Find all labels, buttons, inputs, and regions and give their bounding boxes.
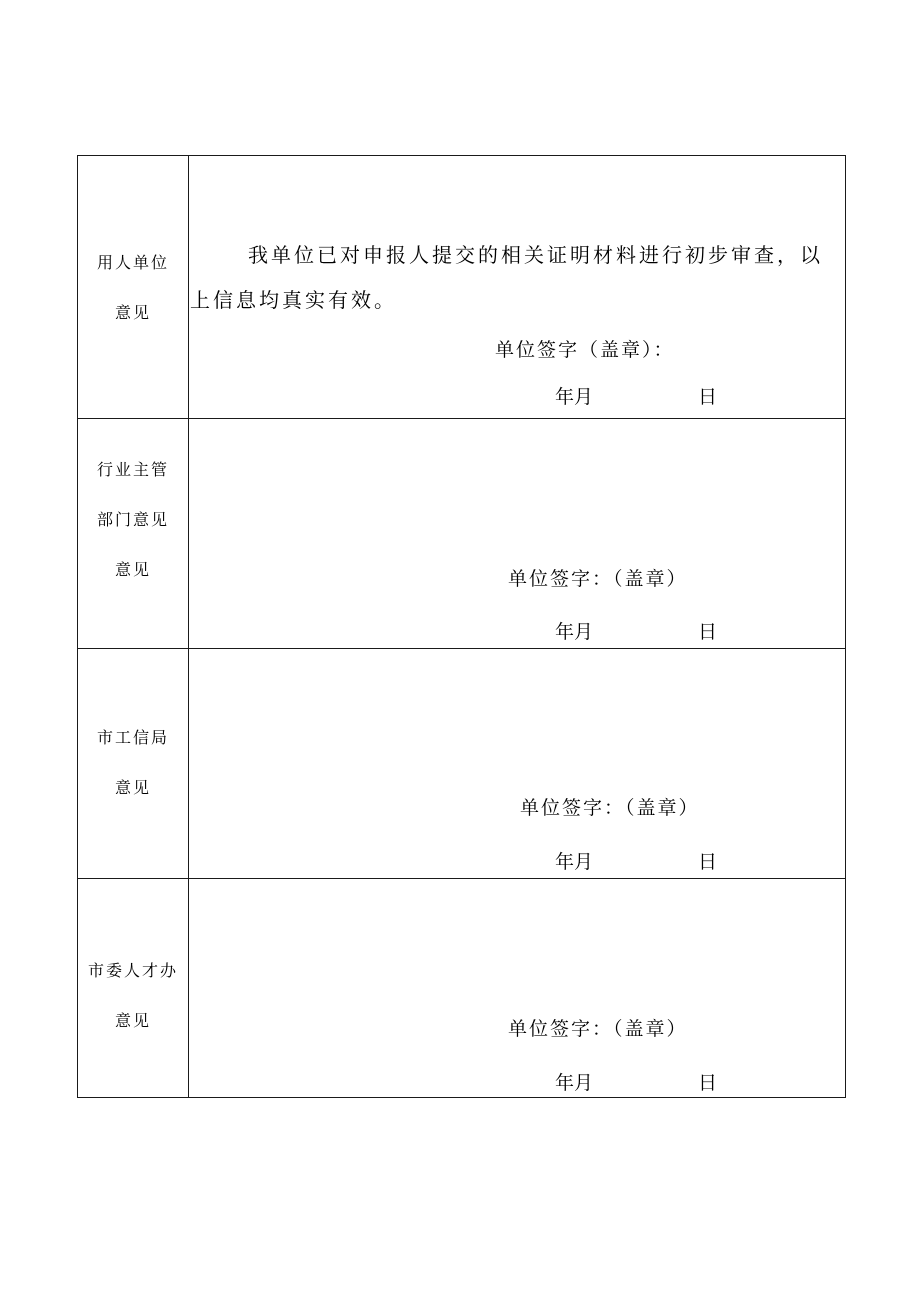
row-label-line: 行业主管 <box>96 460 169 479</box>
date-year-month: 年月 <box>555 1072 594 1094</box>
row-label-cell <box>78 649 189 878</box>
row-label-line: 部门意见 <box>96 510 169 529</box>
opinion-content-cell <box>189 649 845 878</box>
date-day: 日 <box>698 386 718 408</box>
industry-authority-opinion-row <box>78 419 845 649</box>
date-year-month: 年月 <box>555 851 594 873</box>
city-talent-office-opinion-row <box>78 879 845 1097</box>
verification-statement-line: 上信息均真实有效。 <box>190 288 397 312</box>
opinion-content-cell <box>189 156 845 418</box>
signature-seal-line: 单位签字：（盖章） <box>508 1018 688 1040</box>
signature-seal-line: 单位签字（盖章）： <box>495 339 675 361</box>
opinion-content-cell <box>189 419 845 648</box>
row-label-cell <box>78 879 189 1097</box>
date-day: 日 <box>698 851 718 873</box>
date-year-month: 年月 <box>555 386 594 408</box>
row-label-cell <box>78 419 189 648</box>
opinion-content-cell <box>189 879 845 1097</box>
verification-statement-line: 我单位已对申报人提交的相关证明材料进行初步审查，以 <box>248 243 823 267</box>
row-label-line: 意见 <box>114 560 151 579</box>
row-label-line: 用人单位 <box>96 253 169 272</box>
row-label-line: 意见 <box>114 1011 151 1030</box>
date-day: 日 <box>698 621 718 643</box>
row-label-line: 意见 <box>114 778 151 797</box>
date-year-month: 年月 <box>555 621 594 643</box>
signature-seal-line: 单位签字：（盖章） <box>508 568 688 590</box>
signature-seal-line: 单位签字：（盖章） <box>520 797 700 819</box>
opinion-table <box>77 155 846 1098</box>
city-industry-bureau-opinion-row <box>78 649 845 879</box>
row-label-line: 意见 <box>114 303 151 322</box>
row-label-line: 市委人才办 <box>87 961 178 980</box>
row-label-line: 市工信局 <box>96 728 169 747</box>
employer-opinion-row <box>78 156 845 419</box>
date-day: 日 <box>698 1072 718 1094</box>
row-label-cell <box>78 156 189 418</box>
